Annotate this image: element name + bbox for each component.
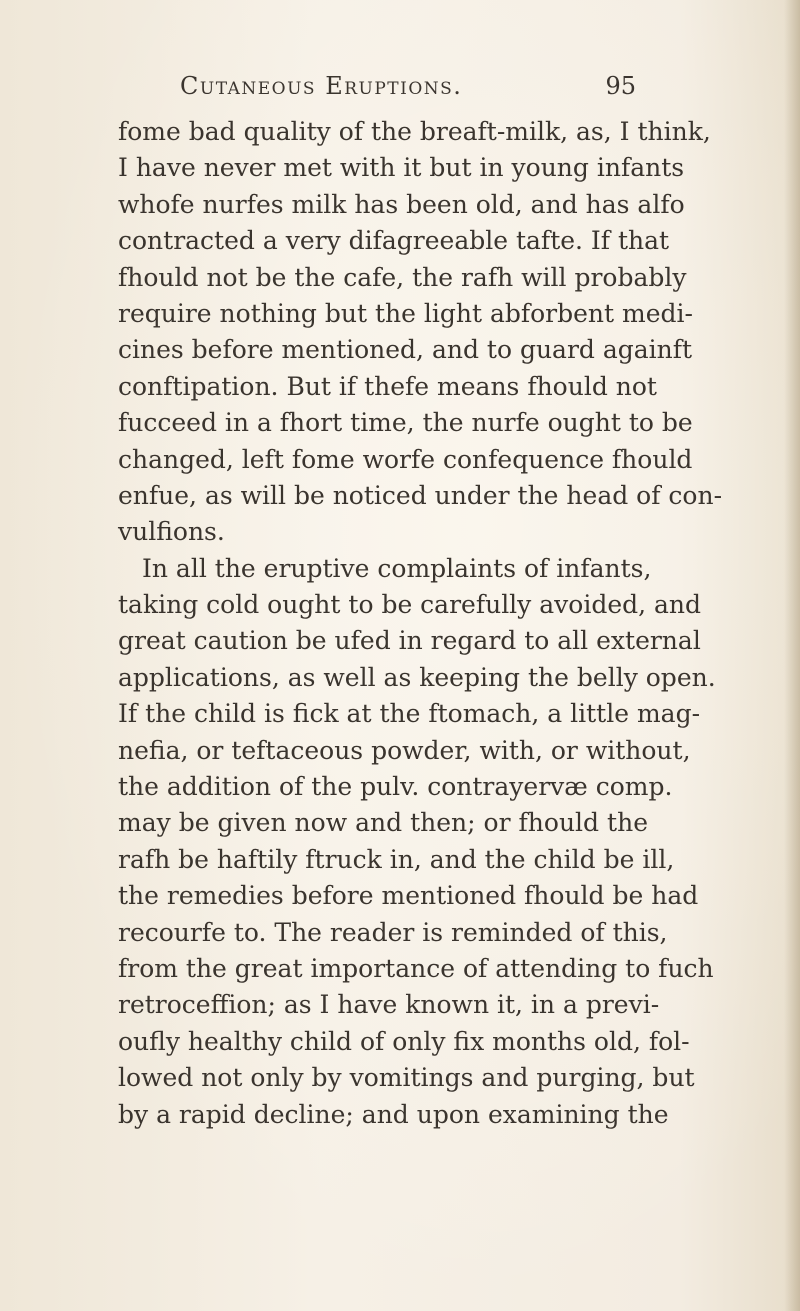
text-line: the addition of the pulv. contrayervæ comp.: [118, 772, 673, 802]
text-line: retroceffion; as I have known it, in a previ-: [118, 990, 660, 1020]
text-line: fucceed in a fhort time, the nurfe ought to be: [118, 408, 693, 438]
text-line: whofe nurfes milk has been old, and has alfo: [118, 189, 685, 219]
text-line: cines before mentioned, and to guard againft: [118, 335, 693, 365]
text-line: If the child is fick at the ftomach, a little mag-: [118, 699, 701, 729]
text-line: nefia, or teftaceous powder, with, or without,: [118, 735, 691, 765]
page-edge-shadow: [784, 0, 800, 1311]
body-text: [118, 114, 723, 1133]
page-number: 95: [605, 72, 636, 100]
text-line: oufly healthy child of only fix months old, fol-: [118, 1026, 690, 1056]
text-line: from the great importance of attending to fuch: [118, 953, 714, 983]
text-line: by a rapid decline; and upon examining the: [118, 1099, 669, 1129]
text-line: require nothing but the light abforbent medi-: [118, 298, 693, 328]
text-line: recourfe to. The reader is reminded of this,: [118, 917, 668, 947]
text-line: taking cold ought to be carefully avoided, and: [118, 590, 702, 620]
text-line: contracted a very difagreeable tafte. If that: [118, 226, 670, 256]
text-line: I have never met with it but in young infants: [118, 153, 685, 183]
text-line: applications, as well as keeping the belly open.: [118, 662, 716, 692]
text-line: conftipation. But if thefe means fhould not: [118, 371, 657, 401]
text-line: vulfions.: [118, 517, 225, 547]
running-head-title: Cutaneous Eruptions.: [180, 72, 463, 100]
text-line: may be given now and then; or fhould the: [118, 808, 648, 838]
text-line: the remedies before mentioned fhould be had: [118, 881, 699, 911]
text-line: fhould not be the cafe, the rafh will probably: [118, 262, 687, 292]
text-line: great caution be ufed in regard to all external: [118, 626, 701, 656]
text-line: changed, left fome worfe confequence fhould: [118, 444, 693, 474]
text-line: fome bad quality of the breaft-milk, as, I think,: [118, 117, 711, 146]
text-line: rafh be haftily ftruck in, and the child be ill,: [118, 844, 675, 874]
running-head: [180, 72, 636, 112]
text-line: lowed not only by vomitings and purging, but: [118, 1063, 695, 1093]
text-line: enfue, as will be noticed under the head of con-: [118, 480, 723, 510]
paragraph-first-line: In all the eruptive complaints of infants,: [142, 553, 652, 583]
